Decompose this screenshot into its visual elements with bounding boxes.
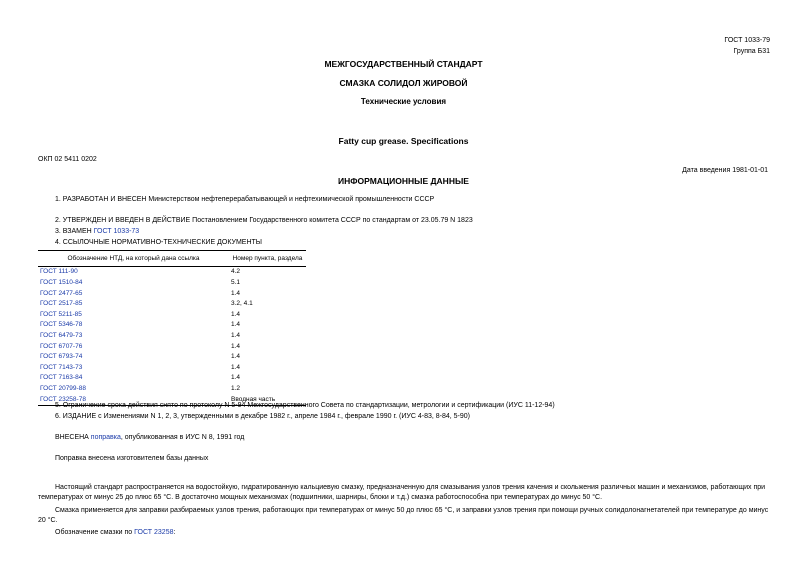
document-link[interactable]: ГОСТ 2477-65 — [40, 289, 83, 297]
document-link[interactable]: ГОСТ 7163-84 — [40, 374, 83, 382]
amendment-line — [55, 434, 244, 442]
table-row — [38, 320, 306, 331]
table-row — [38, 341, 306, 352]
section-cell: 1.2 — [231, 384, 241, 392]
info-item-1: 1. РАЗРАБОТАН И ВНЕСЕН Министерством нефтеперерабатывающей и нефтехимической промышленности СССР — [55, 196, 435, 203]
info-item-3 — [55, 228, 139, 236]
column-header-document: Обозначение НТД, на который дана ссылка — [38, 251, 229, 267]
section-cell: 1.4 — [231, 310, 241, 318]
document-title: СМАЗКА СОЛИДОЛ ЖИРОВОЙ — [339, 78, 468, 88]
designation-prefix: Обозначение смазки по — [55, 529, 135, 536]
table-row — [38, 331, 306, 342]
table-row — [38, 373, 306, 384]
amendment-link[interactable]: поправка — [90, 434, 121, 441]
application-paragraph: Смазка применяется для заправки разбираемых узлов трения, работающих при температурах от минус 50 до плюс 65 °С, и заправки узлов трения при помощи ручных солидолонагнетателей при температуре до минус 20 °С. — [38, 507, 769, 525]
document-link[interactable]: ГОСТ 1510-84 — [40, 278, 83, 286]
document-link[interactable]: ГОСТ 5346-78 — [40, 321, 83, 329]
standard-type: МЕЖГОСУДАРСТВЕННЫЙ СТАНДАРТ — [324, 59, 483, 69]
section-cell: 3.2, 4.1 — [231, 300, 253, 308]
document-link[interactable]: ГОСТ 6479-73 — [40, 331, 83, 339]
amendment-suffix: , опубликованная в ИУС N 8, 1991 год — [120, 434, 245, 441]
info-item-2: 2. УТВЕРЖДЕН И ВВЕДЕН В ДЕЙСТВИЕ Постановлением Государственного комитета СССР по стандартам от 23.05.79 N 1823 — [55, 217, 473, 224]
document-link[interactable]: ГОСТ 7143-73 — [40, 363, 83, 371]
document-link[interactable]: ГОСТ 6707-76 — [40, 342, 83, 350]
table-row — [38, 384, 306, 395]
document-link[interactable]: ГОСТ 6793-74 — [40, 353, 83, 361]
info-item-6: 6. ИЗДАНИЕ с Изменениями N 1, 2, 3, утвержденными в декабре 1982 г., апреле 1984 г., феврале 1990 г. (ИУС 4-83, 8-84, 5-90) — [55, 413, 470, 420]
amendment-note: Поправка внесена изготовителем базы данных — [55, 455, 209, 462]
section-cell: 5.1 — [231, 278, 241, 286]
table-row — [38, 309, 306, 320]
section-cell: Вводная часть — [229, 394, 306, 405]
references-table — [38, 250, 306, 406]
document-link[interactable]: ГОСТ 111-90 — [40, 268, 78, 276]
gost-23258-link[interactable]: ГОСТ 23258 — [134, 529, 174, 536]
table-header-row — [38, 251, 306, 267]
section-cell: 1.4 — [231, 353, 241, 361]
group-label: Группа Б31 — [733, 48, 770, 55]
introduction-date: Дата введения 1981-01-01 — [682, 167, 768, 174]
gost-1033-73-link[interactable]: ГОСТ 1033-73 — [93, 228, 140, 235]
section-cell: 1.4 — [231, 374, 241, 382]
okp-code: ОКП 02 5411 0202 — [38, 156, 97, 163]
section-cell: 1.4 — [231, 342, 241, 350]
document-subtitle: Технические условия — [360, 97, 447, 106]
document-link[interactable]: ГОСТ 5211-85 — [40, 310, 82, 318]
info-item-4: 4. ССЫЛОЧНЫЕ НОРМАТИВНО-ТЕХНИЧЕСКИЕ ДОКУМЕНТЫ — [55, 239, 262, 246]
section-cell: 4.2 — [231, 268, 241, 276]
table-row — [38, 267, 306, 278]
english-title: Fatty cup grease. Specifications — [338, 136, 469, 146]
info-item-5: 5. Ограничение срока действия снято по протоколу N 5-94 Межгосударственного Совета по стандартизации, метрологии и сертификации (ИУС 11-12-94) — [55, 402, 555, 409]
section-cell: 1.4 — [231, 289, 241, 297]
section-cell: 1.4 — [231, 331, 241, 339]
document-link[interactable]: ГОСТ 2517-85 — [40, 300, 83, 308]
scope-paragraph: Настоящий стандарт распространяется на водостойкую, гидратированную кальциевую смазку, предназначенную для смазывания узлов трения качения и скольжения различных машин и механизмов, работающих при температурах от минус 25 до плюс 65 °С. В достаточно мощных механизмах (подшипники, шарниры, блоки и т.д.) смазка работоспособна при температурах до минус 50 °С. — [38, 484, 766, 502]
table-row — [38, 362, 306, 373]
document-link[interactable]: ГОСТ 20799-88 — [40, 384, 86, 392]
section-cell: 1.4 — [231, 321, 241, 329]
table-row — [38, 288, 306, 299]
info-heading: ИНФОРМАЦИОННЫЕ ДАННЫЕ — [338, 176, 469, 186]
table-row — [38, 352, 306, 363]
amendment-prefix: ВНЕСЕНА — [55, 434, 91, 441]
designation-suffix: : — [173, 529, 176, 536]
info-item-3-text: 3. ВЗАМЕН — [55, 228, 94, 235]
document-link[interactable]: ГОСТ 23258-78 — [38, 394, 229, 405]
section-cell: 1.4 — [231, 363, 241, 371]
column-header-section: Номер пункта, раздела — [229, 251, 306, 267]
table-row — [38, 278, 306, 289]
designation-line — [55, 529, 175, 537]
gost-number: ГОСТ 1033-79 — [724, 37, 770, 44]
table-row — [38, 299, 306, 310]
